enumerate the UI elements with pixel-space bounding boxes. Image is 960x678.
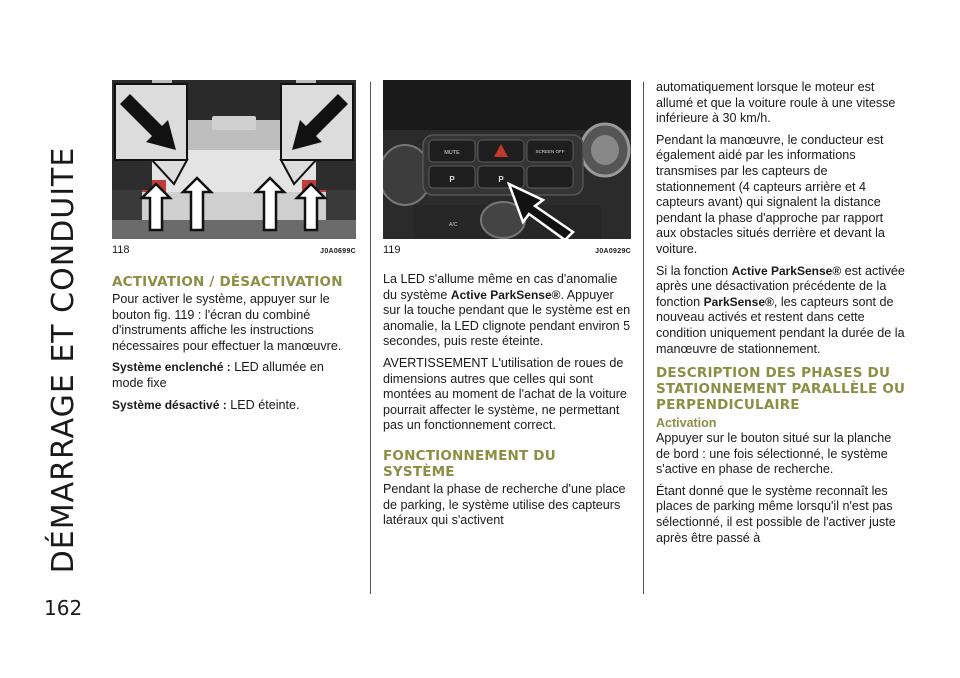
term-parksense: ParkSense® <box>703 294 774 309</box>
paragraph: automatiquement lorsque le moteur est allumé et que la voiture roule à une vitesse inférieure à 30 km/h. <box>656 80 896 126</box>
text: est activée après une désactivation précédente de la fonction <box>656 263 905 309</box>
term-active-parksense: Active ParkSense® <box>450 287 561 302</box>
rear-bumper-illustration <box>112 80 356 239</box>
column-3 <box>656 80 906 552</box>
text: , les capteurs sont de nouveau activés et restent dans cette condition uniquement pendant la durée de la manœuvre de stationnement. <box>656 294 905 356</box>
section-title-vertical: DÉMARRAGE ET CONDUITE <box>46 146 81 574</box>
column-1 <box>112 80 356 419</box>
text: . Appuyer sur la touche pendant que le système est en anomalie, la LED clignote pendant environ 5 secondes, puis reste éteinte. <box>383 287 631 349</box>
figure-118-rear-bumper-sensors <box>112 80 356 239</box>
park-sense-icon: P <box>449 175 455 184</box>
text: LED allumée en mode fixe <box>112 360 324 390</box>
heading-description-phases: DESCRIPTION DES PHASES DU STATIONNEMENT PARALLÈLE OU PERPENDICULAIRE <box>656 365 906 414</box>
heading-fonctionnement: FONCTIONNEMENT DU SYSTÈME <box>383 447 556 480</box>
term-active-parksense: Active ParkSense® <box>731 263 842 278</box>
page-number: 162 <box>44 596 83 620</box>
park-assist-icon: P <box>498 175 504 184</box>
figure-118-caption <box>112 244 356 260</box>
label: Système enclenché : <box>112 360 231 375</box>
paragraph: Pendant la manœuvre, le conducteur est également aidé par les informations transmises par les capteurs de stationnement (4 capteurs arrière et 4 capteurs avant) qui signalent la distance pendant la phase d'approche par rapport aux obstacles situés derrière et devant la voiture. <box>656 132 885 256</box>
screen-off-label: SCREEN OFF <box>535 149 565 154</box>
figure-119-dashboard-button <box>383 80 631 239</box>
heading-activation: ACTIVATION / DÉSACTIVATION <box>112 274 343 290</box>
figure-number: 119 <box>383 244 401 256</box>
paragraph-system-engaged <box>112 360 356 391</box>
figure-code: J0A0699C <box>320 248 356 255</box>
paragraph-led-anomaly <box>383 272 631 350</box>
ac-label: A/C <box>449 222 458 228</box>
paragraph: Pour activer le système, appuyer sur le bouton fig. 119 : l'écran du combiné d'instruments affiche les instructions nécessaires pour effectuer la manœuvre. <box>112 292 342 353</box>
column-divider <box>370 82 371 594</box>
figure-number: 118 <box>112 244 130 256</box>
paragraph: Étant donné que le système reconnaît les places de parking même lorsqu'il n'est pas sélectionné, il est possible de l'activer juste après être passé à <box>656 483 896 545</box>
paragraph-system-disengaged <box>112 398 356 414</box>
dashboard-illustration <box>383 80 631 239</box>
paragraph: Appuyer sur le bouton situé sur la planche de bord : une fois sélectionné, le système s'active en phase de recherche. <box>656 431 892 477</box>
subheading-activation: Activation <box>656 416 717 431</box>
label: Système désactivé : <box>112 397 227 412</box>
text: La LED s'allume même en cas d'anomalie du système <box>383 272 618 302</box>
text: LED éteinte. <box>226 397 300 412</box>
figure-code: J0A0929C <box>595 248 631 255</box>
paragraph-warning: AVERTISSEMENT L'utilisation de roues de dimensions autres que celles qui sont montées au moment de l'achat de la voiture pourrait affecter le système, ne permettant pas un fonctionnement correct. <box>383 355 627 433</box>
paragraph: Pendant la phase de recherche d'une place de parking, le système utilise des capteurs latéraux qui s'activent <box>383 481 626 528</box>
column-divider <box>643 82 644 594</box>
figure-119-caption <box>383 244 631 260</box>
paragraph-reactivation <box>656 264 906 358</box>
text: Si la fonction <box>656 263 732 278</box>
mute-label: MUTE <box>444 150 460 156</box>
column-2 <box>383 80 631 535</box>
